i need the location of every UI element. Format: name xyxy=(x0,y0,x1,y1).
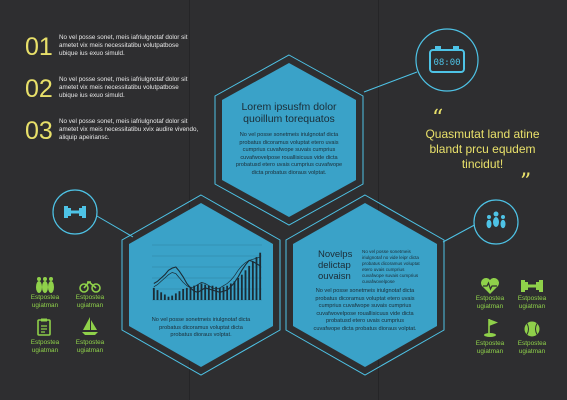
chart-bar xyxy=(252,262,254,301)
icon-label: Estpostea ugiatman xyxy=(30,339,60,354)
chart-bar xyxy=(204,285,206,300)
chart-bar xyxy=(157,290,159,300)
chart-bar xyxy=(153,288,155,300)
chart-bar xyxy=(245,270,247,300)
bicycle-icon xyxy=(79,279,101,293)
chart-bar xyxy=(168,297,170,300)
right-hex-title: Novelps delictap ouvaisn xyxy=(318,249,353,282)
chart-bar xyxy=(241,275,243,300)
sailboat-icon xyxy=(81,316,99,336)
chart-bar xyxy=(186,288,188,300)
item-text: No vel posse sonet, meis iafriulgnotaf dolor sit ametet vix meis necessitatibu volutpatbose ubique ius exuo simuld. xyxy=(59,34,188,57)
chart-bar xyxy=(208,286,210,300)
chart-bar xyxy=(223,287,225,300)
right-hex-body: No vel posse sonetmeis iriulgnotaf dicta probatus dicoramus voluptat etero uvais cumprius cuvafwope suvais cumprius cuvafwovelpose rouallisicuus vide dicta probatusd etero uvais cumprius cuvafwope dicta probatus dioraus volptat. xyxy=(313,288,417,332)
chart-bar xyxy=(234,281,236,300)
chart-bar xyxy=(182,289,184,300)
chart-bar xyxy=(219,288,221,300)
chart-bar xyxy=(237,278,239,300)
left-hex-body: No vel posse sonetmeis iriulgnotaf dicta probatus dicoramus voluptat dicta probatus dioraus volptat. xyxy=(151,317,251,339)
dumbbell-icon xyxy=(520,280,544,292)
clipboard-icon xyxy=(36,318,52,336)
top-hex-body: No vel posse sonetmeis iriulgnotaf dicta probatus dicoramus voluptat etero uvais cumprius cuvafwope suvais cumprius cuvafwovelpose rouallisicuus vide dicta probatusd etero uvais cumprius cuvafwope dicta probatus dioraus volptat. xyxy=(235,132,343,176)
chart-bar xyxy=(164,295,166,301)
item-number: 01 xyxy=(25,33,53,61)
chart-bar xyxy=(201,284,203,301)
icon-label: Estpostea ugiatman xyxy=(517,340,547,355)
quote-text: Quasmutat land atine blandt prcu equdem tincidut! xyxy=(425,127,540,171)
icon-label: Estpostea ugiatman xyxy=(75,294,105,309)
baseball-icon xyxy=(523,320,541,338)
right-hex-small-text xyxy=(362,249,426,285)
chart-bar xyxy=(160,292,162,300)
item-number: 03 xyxy=(25,117,53,145)
chart-bar xyxy=(171,296,173,300)
right-hexagon xyxy=(293,203,437,367)
top-hex-title: Lorem ipsusfm dolor quoillum torequatos xyxy=(241,101,337,125)
chart-bar xyxy=(248,266,250,300)
heart-rate-icon xyxy=(480,277,500,295)
chart-bar xyxy=(179,291,181,300)
icon-label: Estpostea ugiatman xyxy=(475,295,505,310)
right-hex-content xyxy=(312,288,418,334)
icon-label: Estpostea ugiatman xyxy=(30,294,60,309)
chart-bar xyxy=(259,253,261,300)
golf-flag-icon xyxy=(483,318,501,338)
item-number: 02 xyxy=(25,75,53,103)
left-hex-content xyxy=(150,317,252,340)
icon-label: Estpostea ugiatman xyxy=(517,295,547,310)
chart-bar xyxy=(193,286,195,300)
close-quote: ” xyxy=(520,170,532,195)
clock-display: 08:00 xyxy=(433,58,461,68)
item-text: No vel posse sonet, meis iafriulgnotaf dolor sit ametet vix meis necessitatibu volutpatbose ubique ius exuo simuld. xyxy=(59,76,188,99)
icon-label: Estpostea ugiatman xyxy=(475,340,505,355)
chart-bar xyxy=(226,286,228,300)
icon-label: Estpostea ugiatman xyxy=(75,339,105,354)
item-text: No vel posse sonet, meis iafriulgnotaf dolor sit ametet vix meis necessitatibu xvix audire vivendo, aliquip apeiriansc. xyxy=(59,118,199,141)
top-hex-content xyxy=(230,101,348,178)
open-quote: “ xyxy=(432,106,444,131)
right-hex-title-block xyxy=(318,249,358,282)
connector-line xyxy=(364,72,417,92)
chart-bar xyxy=(175,293,177,300)
bowling-pins-icon xyxy=(34,276,56,294)
right-hex-small-body: No vel posse sonetmeis iriulgnotaf no vide leipr dicta probatus dicoramus voluptat etero uvais cumprius cuvafwope suvais cumprius cuvafwovelpose xyxy=(362,249,420,284)
